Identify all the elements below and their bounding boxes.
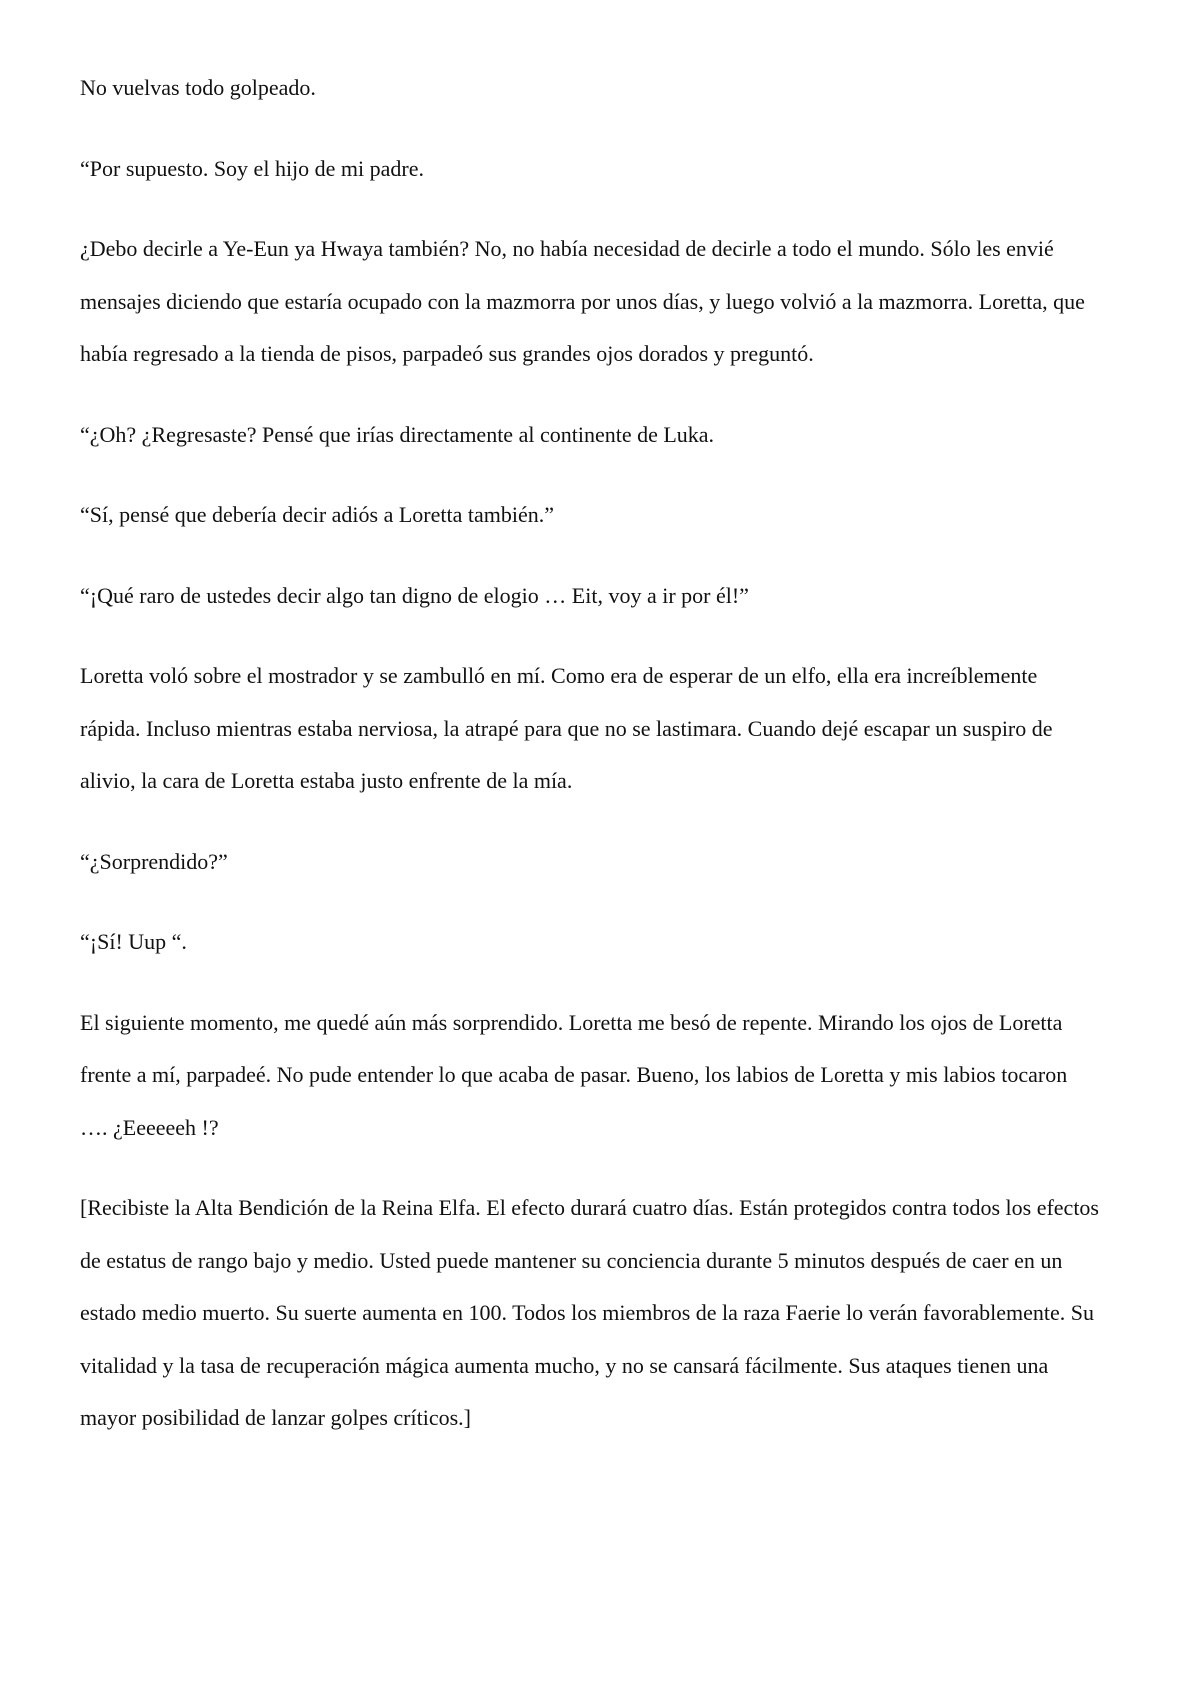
paragraph-2: “Por supuesto. Soy el hijo de mi padre. bbox=[80, 155, 425, 181]
paragraph-gap bbox=[80, 888, 1100, 916]
paragraph-gap bbox=[80, 542, 1100, 570]
document-body bbox=[80, 62, 1100, 1445]
paragraph-10: El siguiente momento, me quedé aún más sorprendido. Loretta me besó de repente. Mirando los ojos de Loretta frente a mí, parpadeé. No pude entender lo que acaba de pasar. Bueno, los labios de Loretta y mis labios tocaron …. ¿Eeeeeeh !? bbox=[80, 1009, 1068, 1140]
paragraph-8: “¿Sorprendido?” bbox=[80, 848, 228, 874]
paragraph-1: No vuelvas todo golpeado. bbox=[80, 75, 316, 100]
paragraph-gap bbox=[80, 381, 1100, 409]
paragraph-gap bbox=[80, 1154, 1100, 1182]
paragraph-gap bbox=[80, 622, 1100, 650]
paragraph-7: Loretta voló sobre el mostrador y se zambulló en mí. Como era de esperar de un elfo, ella era increíblemente rápida. Incluso mientras estaba nerviosa, la atrapé para que no se lastimara. Cuando dejé escapar un suspiro de alivio, la cara de Loretta estaba justo enfrente de la mía. bbox=[80, 663, 1053, 793]
paragraph-gap bbox=[80, 969, 1100, 997]
paragraph-4: “¿Oh? ¿Regresaste? Pensé que irías directamente al continente de Luka. bbox=[80, 421, 715, 447]
paragraph-gap bbox=[80, 115, 1100, 143]
paragraph-11: [Recibiste la Alta Bendición de la Reina Elfa. El efecto durará cuatro días. Están protegidos contra todos los efectos de estatus de rango bajo y medio. Usted puede mantener su conciencia durante 5 minutos después de caer en un estado medio muerto. Su suerte aumenta en 100. Todos los miembros de la raza Faerie lo verán favorablemente. Su vitalidad y la tasa de recuperación mágica aumenta mucho, y no se cansará fácilmente. Sus ataques tienen una mayor posibilidad de lanzar golpes críticos.] bbox=[80, 1195, 1099, 1430]
paragraph-6: “¡Qué raro de ustedes decir algo tan digno de elogio … Eit, voy a ir por él!” bbox=[80, 582, 749, 608]
paragraph-gap bbox=[80, 195, 1100, 223]
paragraph-gap bbox=[80, 461, 1100, 489]
paragraph-gap bbox=[80, 808, 1100, 836]
paragraph-9: “¡Sí! Uup “. bbox=[80, 929, 187, 954]
paragraph-5: “Sí, pensé que debería decir adiós a Loretta también.” bbox=[80, 502, 555, 527]
paragraph-3: ¿Debo decirle a Ye-Eun ya Hwaya también? No, no había necesidad de decirle a todo el mundo. Sólo les envié mensajes diciendo que estaría ocupado con la mazmorra por unos días, y luego volvió a la mazmorra. Loretta, que había regresado a la tienda de pisos, parpadeó sus grandes ojos dorados y preguntó. bbox=[80, 236, 1085, 366]
